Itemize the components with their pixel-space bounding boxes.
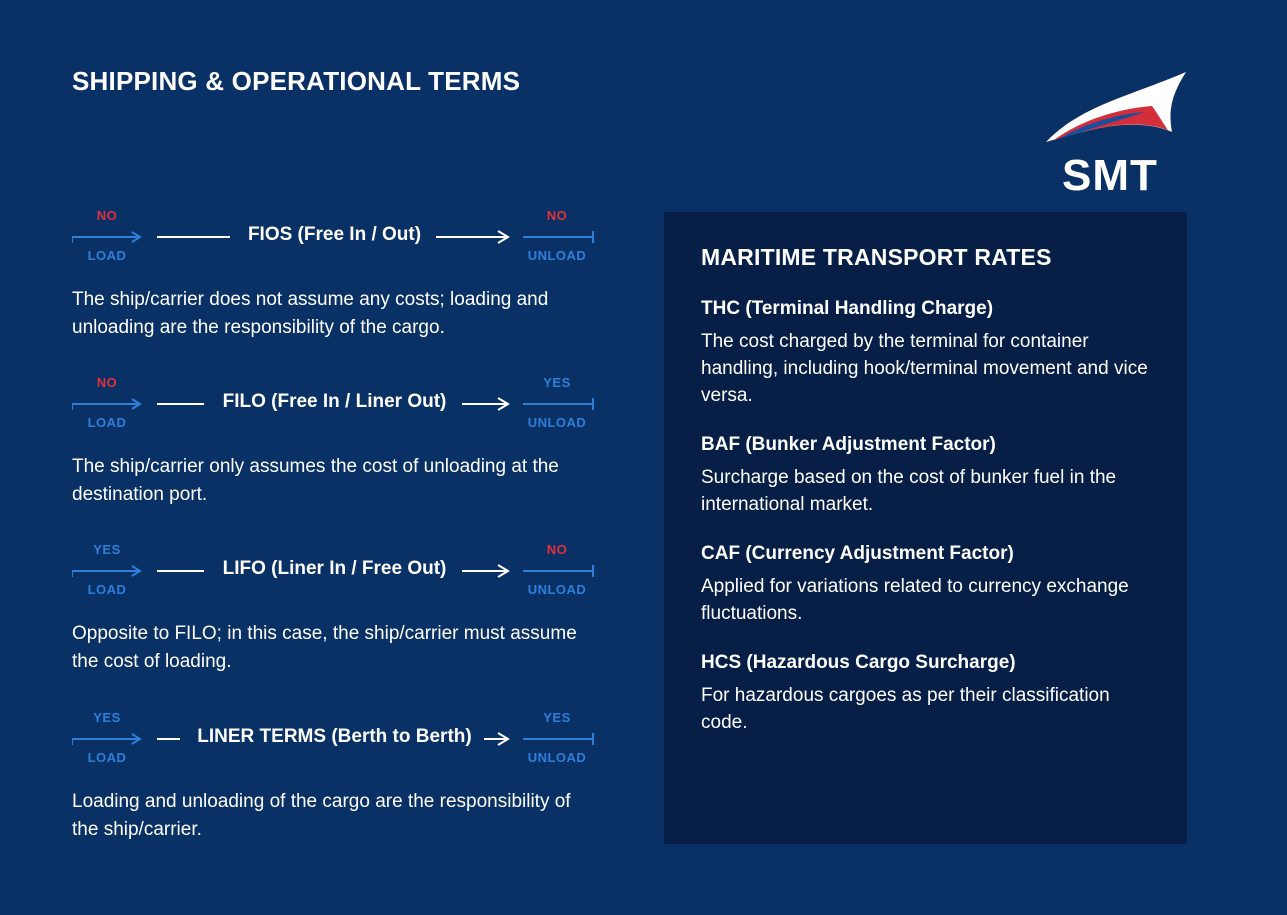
- unload-status: YES: [543, 375, 571, 390]
- load-status: YES: [93, 710, 121, 725]
- term-filo: [72, 375, 612, 509]
- term-name: LINER TERMS (Berth to Berth): [197, 726, 472, 747]
- rates-panel: [664, 212, 1187, 844]
- unload-status: NO: [546, 208, 568, 223]
- rate-thc: [701, 298, 1161, 409]
- rate-description: The cost charged by the terminal for container handling, including hook/terminal movement and vice versa.: [701, 331, 1148, 406]
- rate-description: Surcharge based on the cost of bunker fuel in the international market.: [701, 467, 1117, 515]
- rate-hcs: [701, 652, 1161, 736]
- load-label: LOAD: [87, 415, 127, 430]
- term-description: The ship/carrier does not assume any costs; loading and unloading are the responsibility of the cargo.: [72, 289, 549, 338]
- term-liner-terms: [72, 710, 612, 844]
- unload-label: UNLOAD: [527, 582, 587, 597]
- logo-text: SMT: [1062, 151, 1158, 200]
- term-flow-diagram: [72, 542, 597, 602]
- rates-title: MARITIME TRANSPORT RATES: [701, 244, 1052, 270]
- term-description: Opposite to FILO; in this case, the ship/carrier must assume the cost of loading.: [72, 623, 577, 672]
- rate-baf: [701, 434, 1161, 518]
- load-label: LOAD: [87, 248, 127, 263]
- term-lifo: [72, 542, 612, 676]
- rate-description: For hazardous cargoes as per their classification code.: [701, 685, 1110, 733]
- unload-label: UNLOAD: [527, 415, 587, 430]
- rate-caf: [701, 543, 1161, 627]
- load-status: NO: [96, 375, 118, 390]
- rate-description: Applied for variations related to currency exchange fluctuations.: [701, 576, 1129, 624]
- term-fios: [72, 208, 612, 342]
- load-label: LOAD: [87, 750, 127, 765]
- rate-name: HCS (Hazardous Cargo Surcharge): [701, 652, 1016, 673]
- term-description: The ship/carrier only assumes the cost of unloading at the destination port.: [72, 456, 559, 505]
- term-description: Loading and unloading of the cargo are the responsibility of the ship/carrier.: [72, 791, 571, 840]
- smt-logo: [1040, 66, 1190, 206]
- sail-flag-icon: [1040, 66, 1190, 146]
- rate-name: BAF (Bunker Adjustment Factor): [701, 434, 996, 455]
- term-flow-diagram: [72, 208, 597, 268]
- rate-name: THC (Terminal Handling Charge): [701, 298, 994, 319]
- load-status: YES: [93, 542, 121, 557]
- load-label: LOAD: [87, 582, 127, 597]
- page-title: SHIPPING & OPERATIONAL TERMS: [72, 66, 521, 96]
- unload-label: UNLOAD: [527, 750, 587, 765]
- load-status: NO: [96, 208, 118, 223]
- term-name: FIOS (Free In / Out): [247, 224, 422, 245]
- term-name: LIFO (Liner In / Free Out): [222, 558, 447, 579]
- unload-status: NO: [546, 542, 568, 557]
- unload-label: UNLOAD: [527, 248, 587, 263]
- term-flow-diagram: [72, 710, 597, 770]
- unload-status: YES: [543, 710, 571, 725]
- term-flow-diagram: [72, 375, 597, 435]
- term-name: FILO (Free In / Liner Out): [222, 391, 447, 412]
- rate-name: CAF (Currency Adjustment Factor): [701, 543, 1014, 564]
